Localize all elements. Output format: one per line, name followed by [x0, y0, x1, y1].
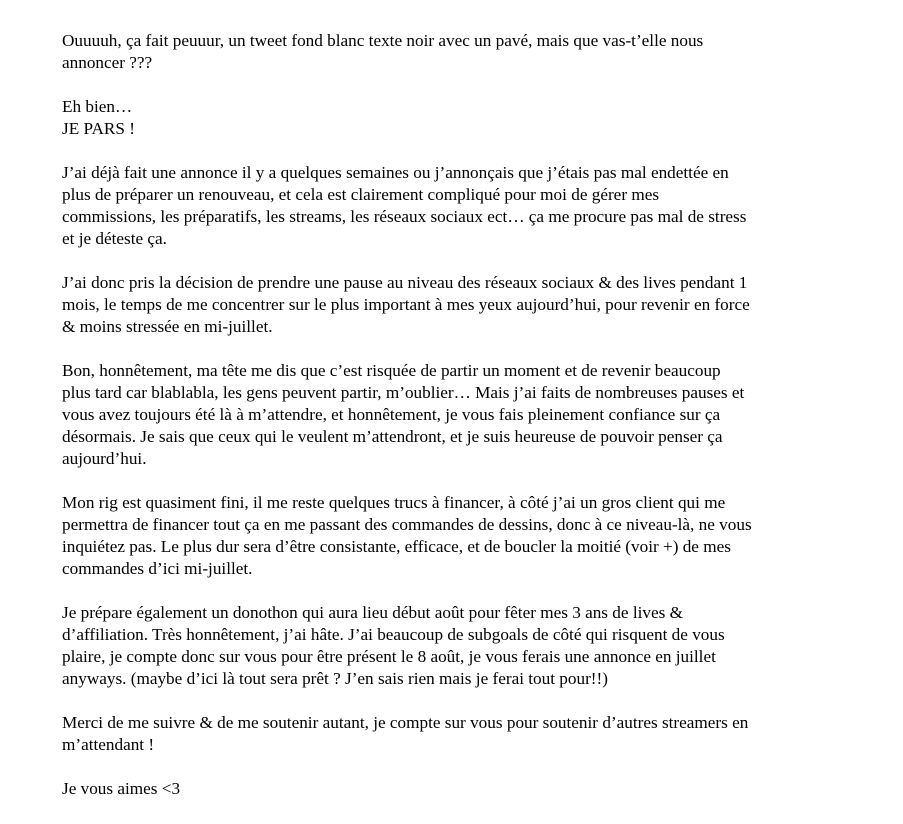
text-line: commissions, les préparatifs, les streams, les réseaux sociaux ect… ça me procure pas mal de stress [62, 207, 747, 226]
text-line: plus tard car blablabla, les gens peuvent partir, m’oublier… Mais j’ai faits de nombreuses pauses et [62, 383, 745, 402]
text-line: Ouuuuh, ça fait peuuur, un tweet fond blanc texte noir avec un pavé, mais que vas-t’elle nous [62, 31, 704, 50]
text-line: JE PARS ! [62, 119, 135, 138]
text-line: permettra de financer tout ça en me passant des commandes de dessins, donc à ce niveau-là, ne vous [62, 515, 752, 534]
paragraph-signoff [62, 778, 852, 800]
text-line: m’attendant ! [62, 735, 155, 754]
paragraph-honesty [62, 360, 852, 470]
document-body [62, 30, 852, 822]
text-line: plus de préparer un renouveau, et cela est clairement compliqué pour moi de gérer mes [62, 185, 660, 204]
text-line: aujourd’hui. [62, 449, 147, 468]
text-line: Bon, honnêtement, ma tête me dis que c’est risquée de partir un moment et de revenir beaucoup [62, 361, 721, 380]
paragraph-intro [62, 30, 852, 74]
text-line: Merci de me suivre & de me soutenir autant, je compte sur vous pour soutenir d’autres streamers en [62, 713, 749, 732]
text-line: désormais. Je sais que ceux qui le veulent m’attendront, et je suis heureuse de pouvoir penser ça [62, 427, 723, 446]
text-line: mois, le temps de me concentrer sur le plus important à mes yeux aujourd’hui, pour revenir en force [62, 295, 750, 314]
text-line: et je déteste ça. [62, 229, 167, 248]
paragraph-context [62, 162, 852, 250]
paragraph-rig [62, 492, 852, 580]
text-line: & moins stressée en mi-juillet. [62, 317, 273, 336]
text-line: d’affiliation. Très honnêtement, j’ai hâte. J’ai beaucoup de subgoals de côté qui risquent de vous [62, 625, 725, 644]
paragraph-decision [62, 272, 852, 338]
paragraph-thanks [62, 712, 852, 756]
paragraph-announcement [62, 96, 852, 140]
text-line: anyways. (maybe d’ici là tout sera prêt ? J’en sais rien mais je ferai tout pour!!) [62, 669, 608, 688]
text-line: annoncer ??? [62, 53, 153, 72]
text-line: Mon rig est quasiment fini, il me reste quelques trucs à financer, à côté j’ai un gros client qui me [62, 493, 726, 512]
text-line: J’ai donc pris la décision de prendre une pause au niveau des réseaux sociaux & des lives pendant 1 [62, 273, 748, 292]
text-line: J’ai déjà fait une annonce il y a quelques semaines ou j’annonçais que j’étais pas mal endettée en [62, 163, 729, 182]
text-line: vous avez toujours été là à m’attendre, et honnêtement, je vous fais pleinement confiance sur ça [62, 405, 721, 424]
text-line: Eh bien… [62, 97, 133, 116]
text-line: commandes d’ici mi-juillet. [62, 559, 253, 578]
text-line: Je vous aimes <3 [62, 779, 181, 798]
text-line: plaire, je compte donc sur vous pour être présent le 8 août, je vous ferais une annonce en juillet [62, 647, 716, 666]
text-line: Je prépare également un donothon qui aura lieu début août pour fêter mes 3 ans de lives & [62, 603, 683, 622]
text-line: inquiétez pas. Le plus dur sera d’être consistante, efficace, et de boucler la moitié (voir +) de mes [62, 537, 731, 556]
paragraph-donothon [62, 602, 852, 690]
